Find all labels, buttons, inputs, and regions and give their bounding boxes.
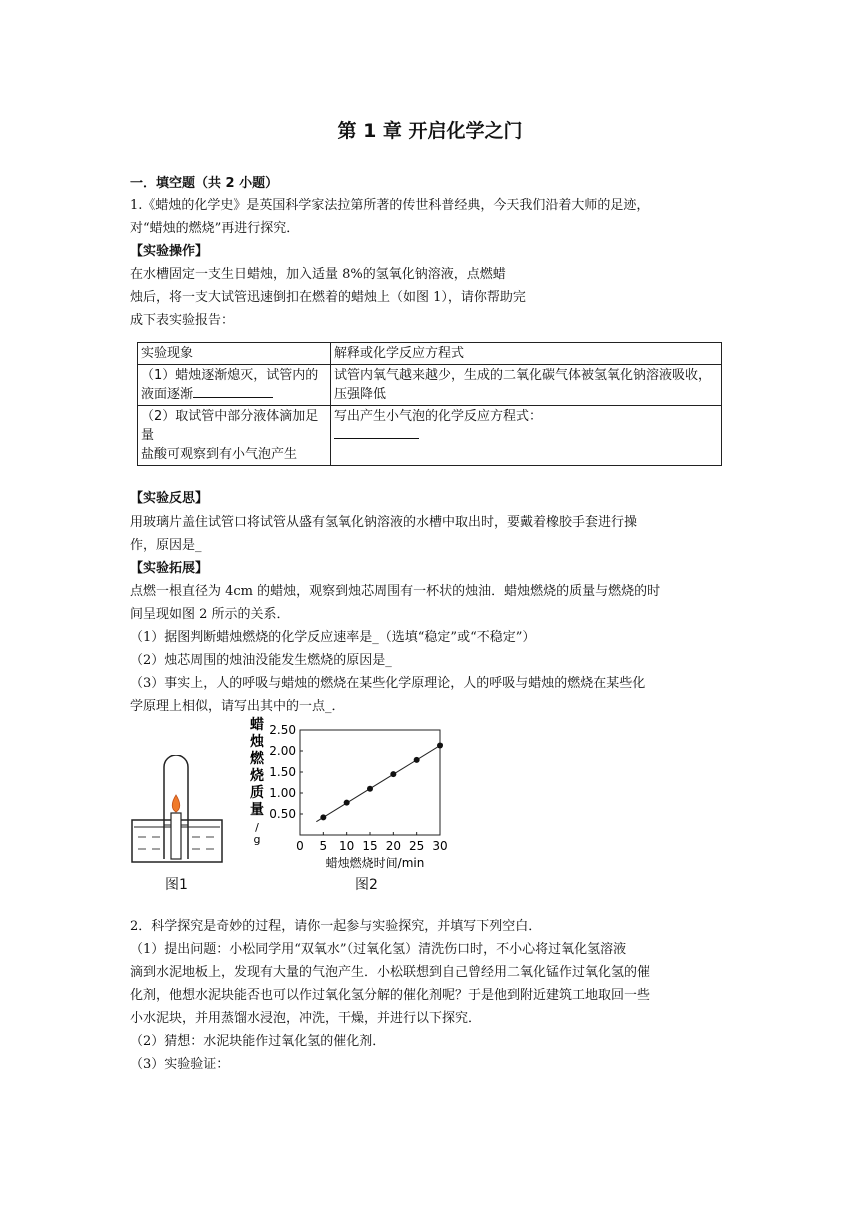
reflection-heading: 【实验反思】 [130, 491, 209, 506]
table-cell-explanation-1: 试管内氧气越来越少，生成的二氧化碳气体被氢氧化钠溶液吸收，压强降低 [330, 365, 721, 406]
q2-line-2: （1）提出问题：小松同学用“双氧水”（过氧化氢）清洗伤口时，不小心将过氧化氢溶液 [130, 942, 627, 957]
answer-blank[interactable] [334, 426, 419, 439]
y-tick-label: 1.00 [269, 786, 296, 800]
candle-flame [172, 795, 180, 812]
data-point [390, 771, 396, 777]
sub-question-2: （2）烛芯周围的烛油没能发生燃烧的原因是_ [130, 653, 392, 668]
x-tick-label: 25 [409, 839, 425, 853]
y-axis-label-char: 量 [250, 802, 264, 818]
chapter-title: 第 1 章 开启化学之门 [337, 120, 523, 142]
operation-line-3: 成下表实验报告： [130, 313, 235, 328]
q1-line-2: 对“蜡烛的燃烧”再进行探究． [130, 221, 300, 236]
q2-line-5: 小水泥块，并用蒸馏水浸泡，冲洗，干燥，并进行以下探究． [130, 1011, 482, 1026]
y-axis-label-char: / [255, 821, 259, 834]
q2-line-4: 化剂，他想水泥块能否也可以作过氧化氢分解的催化剂呢？于是他到附近建筑工地取回一些 [130, 988, 651, 1003]
phenomenon-1-line-a: （1）蜡烛逐渐熄灭，试管内的 [141, 368, 319, 383]
y-axis-label-char: 燃 [250, 751, 264, 767]
data-point [437, 743, 443, 749]
phenomenon-2-line-a: （2）取试管中部分液体滴加足量 [141, 409, 319, 443]
sub-question-1: （1）据图判断蜡烛燃烧的化学反应速率是_（选填“稳定”或“不稳定”） [130, 630, 536, 645]
data-point [414, 757, 420, 763]
explanation-2-text: 写出产生小气泡的化学反应方程式： [333, 409, 542, 424]
extension-heading: 【实验拓展】 [130, 561, 209, 576]
q2-line-6: （2）猜想：水泥块能作过氧化氢的催化剂． [130, 1034, 386, 1049]
operation-line-2: 烛后，将一支大试管迅速倒扣在燃着的蜡烛上（如图 1），请你帮助完 [130, 290, 526, 305]
q2-line-7: （3）实验验证： [130, 1057, 230, 1072]
reflection-line-2: 作，原因是_ [130, 538, 202, 553]
q1-line-1: 1.《蜡烛的化学史》是英国科学家法拉第所著的传世科普经典，今天我们沿着大师的足迹， [130, 198, 650, 213]
y-axis-label-char: 蜡 [250, 717, 264, 733]
x-tick-label: 5 [319, 839, 328, 853]
candle [171, 813, 181, 859]
y-axis-label-char: 质 [250, 785, 264, 801]
data-point [367, 786, 373, 792]
figure-2-chart [245, 715, 450, 875]
sub-question-3-line-a: （3）事实上，人的呼吸与蜡烛的燃烧在某些化学原理论，人的呼吸与蜡烛的燃烧在某些化 [130, 676, 646, 691]
section-heading: 一．填空题（共 2 小题） [130, 176, 279, 191]
y-tick-label: 1.50 [269, 765, 296, 779]
table-cell-explanation-2 [330, 406, 721, 466]
data-point [344, 800, 350, 806]
table-cell-phenomenon-2 [138, 406, 331, 466]
extension-line-1: 点燃一根直径为 4cm 的蜡烛，观察到烛芯周围有一杯状的烛油．蜡烛燃烧的质量与燃烧的时 [130, 584, 661, 599]
y-axis-label [249, 716, 265, 846]
y-axis-label-char: g [253, 833, 261, 846]
q2-line-1: 2．科学探究是奇妙的过程，请你一起参与实验探究，并填写下列空白． [130, 919, 542, 934]
operation-line-1: 在水槽固定一支生日蜡烛，加入适量 8%的氢氧化钠溶液，点燃蜡 [130, 267, 506, 282]
figure-1-apparatus [128, 755, 228, 865]
extension-line-2: 间呈现如图 2 所示的关系． [130, 607, 290, 622]
q2-line-3: 滴到水泥地板上，发现有大量的气泡产生．小松联想到自己曾经用二氧化锰作过氧化氢的催 [130, 965, 651, 980]
reflection-line-1: 用玻璃片盖住试管口将试管从盛有氢氧化钠溶液的水槽中取出时，要戴着橡胶手套进行操 [130, 515, 638, 530]
y-axis-label-char: 烧 [250, 768, 264, 784]
y-tick-label: 0.50 [269, 807, 296, 821]
table-header-phenomenon: 实验现象 [138, 343, 331, 365]
trend-line [316, 744, 442, 822]
y-tick-label: 2.50 [269, 723, 296, 737]
answer-blank[interactable] [193, 385, 273, 398]
y-tick-label: 2.00 [269, 744, 296, 758]
experiment-report-table [137, 342, 722, 466]
x-tick-label: 20 [385, 839, 401, 853]
table-header-explanation: 解释或化学反应方程式 [330, 343, 721, 365]
operation-heading: 【实验操作】 [130, 244, 209, 259]
phenomenon-2-line-b: 盐酸可观察到有小气泡产生 [141, 447, 298, 462]
y-axis-label-char: 烛 [250, 734, 264, 750]
figure-1-caption: 图1 [165, 877, 188, 893]
table-cell-phenomenon-1 [138, 365, 331, 406]
phenomenon-1-line-b: 液面逐渐 [141, 387, 194, 402]
sub-question-3-line-b: 学原理上相似，请写出其中的一点_． [130, 699, 345, 714]
x-tick-label: 30 [432, 839, 448, 853]
x-axis-label: 蜡烛燃烧时间/min [325, 856, 425, 870]
x-tick-label: 15 [362, 839, 378, 853]
x-tick-label: 10 [339, 839, 355, 853]
data-point [320, 814, 326, 820]
x-tick-label: 0 [296, 839, 304, 853]
figure-2-caption: 图2 [355, 877, 378, 893]
